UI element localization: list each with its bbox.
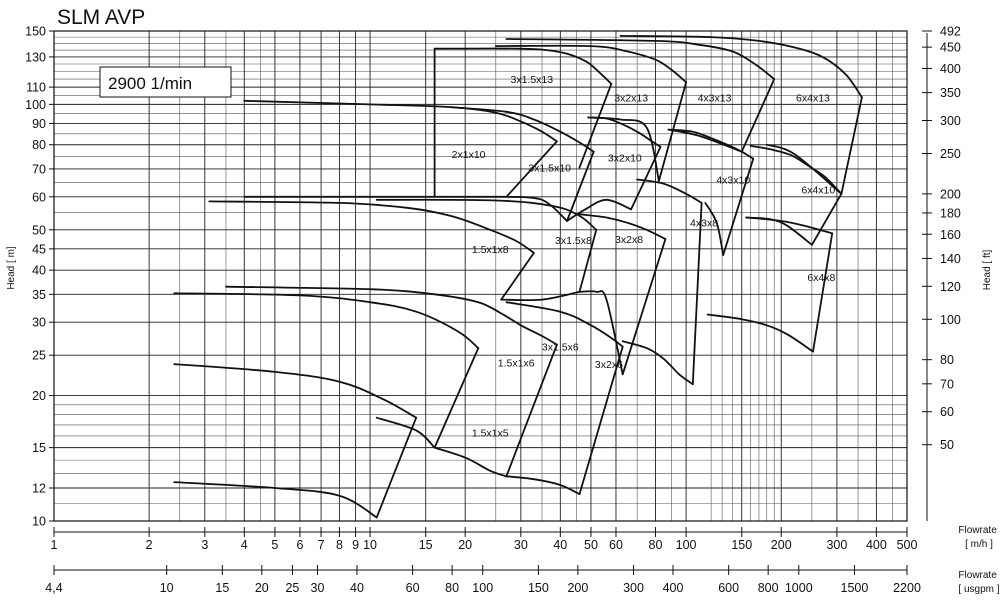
y-tick-label: 50 xyxy=(32,223,46,238)
y-right-tick-label: 50 xyxy=(940,438,954,453)
curve-bottom xyxy=(669,130,742,152)
envelope-3x2x6 xyxy=(506,302,622,494)
x2-tick-label: 4,4 xyxy=(45,581,63,595)
x2-tick-label: 100 xyxy=(472,581,494,595)
y-tick-label: 15 xyxy=(32,441,46,456)
curve-right xyxy=(742,79,775,152)
x2-tick-label: 80 xyxy=(445,581,460,595)
model-label: 6x4x10 xyxy=(801,184,836,197)
y-tick-label: 25 xyxy=(32,348,46,363)
x-axis-label-usgpm-line1: Flowrate xyxy=(958,570,997,581)
x-tick-label: 40 xyxy=(553,538,568,552)
curve-top xyxy=(174,293,478,348)
x-tick-label: 400 xyxy=(865,538,887,552)
x-axis-label-usgpm xyxy=(958,570,999,595)
x2-tick-label: 600 xyxy=(718,581,740,595)
x-tick-label: 300 xyxy=(826,538,848,552)
chart-title: SLM AVP xyxy=(57,6,146,29)
y-right-tick-label: 140 xyxy=(940,251,961,266)
model-label: 3x2x6 xyxy=(594,359,623,372)
curve-bottom xyxy=(506,476,579,494)
y-right-tick-label: 400 xyxy=(940,61,961,76)
x2-tick-label: 800 xyxy=(757,581,779,595)
x2-tick-label: 400 xyxy=(662,581,684,595)
x2-tick-label: 40 xyxy=(350,581,364,595)
y-right-tick-label: 350 xyxy=(940,86,961,101)
y-tick-label: 110 xyxy=(26,80,46,95)
curve-top xyxy=(244,101,557,142)
x-axis-label-m3h-line2: [ m/h ] xyxy=(965,539,993,550)
envelope-1.5x1x5 xyxy=(174,364,416,517)
curve-top xyxy=(506,302,622,347)
x-axis-label-usgpm-line2: [ usgpm ] xyxy=(958,584,1000,595)
model-label: 1.5x1x8 xyxy=(471,243,509,256)
y-right-tick-label: 450 xyxy=(940,40,961,55)
envelope-1.5x1x6 xyxy=(174,293,478,447)
y-axis-label-left: Head [ m] xyxy=(6,246,17,290)
x2-tick-label: 150 xyxy=(527,581,549,595)
model-label: 4x3x10 xyxy=(716,174,751,187)
x2-tick-label: 15 xyxy=(215,581,230,595)
y-right-tick-label: 492 xyxy=(940,24,961,39)
model-label: 4x3x8 xyxy=(690,217,719,230)
y-tick-label: 90 xyxy=(32,116,46,131)
model-label: 6x4x13 xyxy=(796,92,830,105)
x2-tick-label: 1500 xyxy=(840,581,869,595)
x2-tick-label: 20 xyxy=(254,581,269,595)
curve-top xyxy=(377,200,597,230)
y-right-tick-label: 70 xyxy=(940,377,954,392)
curve-right xyxy=(580,84,612,168)
y-right-tick-label: 100 xyxy=(940,312,961,327)
x-tick-label: 2 xyxy=(145,538,153,552)
y-tick-label: 20 xyxy=(32,389,46,404)
y-tick-label: 100 xyxy=(25,97,46,112)
x-tick-label: 100 xyxy=(675,538,697,552)
y-right-tick-label: 80 xyxy=(940,353,954,368)
x-tick-label: 7 xyxy=(317,538,325,552)
y-tick-label: 40 xyxy=(32,263,46,278)
y-tick-label: 35 xyxy=(32,287,46,302)
x-tick-label: 60 xyxy=(609,538,623,552)
y-tick-label: 150 xyxy=(25,24,46,39)
x-tick-label: 6 xyxy=(296,538,304,552)
envelope-4x3x8 xyxy=(623,180,702,385)
x-tick-label: 8 xyxy=(335,538,343,552)
y-right-tick-label: 250 xyxy=(940,147,961,162)
y-right-tick-label: 160 xyxy=(940,227,961,242)
x2-tick-label: 10 xyxy=(159,581,174,595)
x2-tick-label: 25 xyxy=(285,581,300,595)
y-tick-label: 10 xyxy=(32,514,46,529)
x-tick-label: 50 xyxy=(584,538,598,552)
x-tick-label: 1 xyxy=(50,538,58,552)
y-right-tick-label: 200 xyxy=(940,187,961,202)
curve-top xyxy=(174,364,416,418)
x2-tick-label: 60 xyxy=(405,581,420,595)
x-tick-label: 4 xyxy=(240,538,248,552)
x2-tick-label: 300 xyxy=(623,581,644,595)
model-label: 1.5x1x5 xyxy=(471,427,509,440)
y-tick-label: 30 xyxy=(32,315,46,330)
curve-bottom xyxy=(708,315,813,352)
x2-tick-label: 30 xyxy=(310,581,325,595)
curve-bottom xyxy=(501,292,579,300)
x-tick-label: 80 xyxy=(648,538,663,552)
y-tick-label: 130 xyxy=(25,50,46,65)
x-axis-label-m3h-line1: Flowrate xyxy=(958,525,997,536)
model-label: 3x2x13 xyxy=(614,92,649,105)
y-tick-label: 12 xyxy=(32,481,46,496)
curve-right xyxy=(723,159,753,255)
model-label: 3x1.5x13 xyxy=(510,74,554,87)
y-right-tick-label: 180 xyxy=(940,206,961,221)
x2-tick-label: 2200 xyxy=(893,581,921,595)
curve-top xyxy=(621,36,862,97)
model-label: 2x1x10 xyxy=(451,149,486,162)
y-right-tick-label: 60 xyxy=(940,405,954,420)
y-axis-label-right: Head [ ft] xyxy=(982,249,993,291)
envelope-3x1.5x10 xyxy=(451,107,594,221)
curve-right xyxy=(813,233,832,351)
x-tick-label: 5 xyxy=(271,538,279,552)
x-tick-label: 3 xyxy=(201,538,209,552)
x-tick-label: 15 xyxy=(418,538,433,552)
curve-top xyxy=(637,180,702,203)
model-label: 3x1.5x6 xyxy=(541,341,579,354)
major-grid xyxy=(54,31,907,521)
curve-bottom xyxy=(506,197,567,221)
x-tick-label: 500 xyxy=(896,538,918,552)
y-tick-label: 45 xyxy=(32,242,46,257)
curve-right xyxy=(841,97,862,194)
model-labels xyxy=(452,74,836,440)
x-tick-label: 150 xyxy=(731,538,753,552)
curve-right xyxy=(377,418,417,518)
curve-bottom xyxy=(623,341,693,384)
x-tick-label: 10 xyxy=(363,538,377,552)
model-label: 6x4x8 xyxy=(807,272,836,285)
x-tick-label: 20 xyxy=(458,538,473,552)
y-tick-label: 70 xyxy=(32,162,46,177)
model-label: 3x1.5x8 xyxy=(555,235,592,248)
y-right-tick-label: 300 xyxy=(940,114,961,129)
speed-box xyxy=(100,67,231,97)
x2-tick-label: 200 xyxy=(567,581,589,595)
y-tick-label: 80 xyxy=(32,138,46,153)
x2-tick-label: 1000 xyxy=(784,581,813,595)
model-label: 3x2x10 xyxy=(607,152,642,165)
model-label: 1.5x1x6 xyxy=(497,357,535,370)
model-label: 3x1.5x10 xyxy=(528,162,571,175)
curve-right xyxy=(501,253,534,300)
curve-right xyxy=(623,239,666,374)
curve-bottom xyxy=(746,218,812,245)
x-tick-label: 200 xyxy=(770,538,792,552)
model-label: 3x2x8 xyxy=(615,234,644,247)
y-tick-label: 60 xyxy=(32,190,46,205)
envelope-6x4x8 xyxy=(708,218,836,352)
x-axis-label-m3h xyxy=(958,525,999,550)
x-tick-label: 30 xyxy=(513,538,528,552)
model-label: 4x3x13 xyxy=(697,92,732,105)
y-right-tick-label: 120 xyxy=(940,279,961,294)
x-tick-label: 9 xyxy=(352,538,360,552)
speed-label: 2900 1/min xyxy=(108,74,193,93)
curve-right xyxy=(567,152,594,221)
